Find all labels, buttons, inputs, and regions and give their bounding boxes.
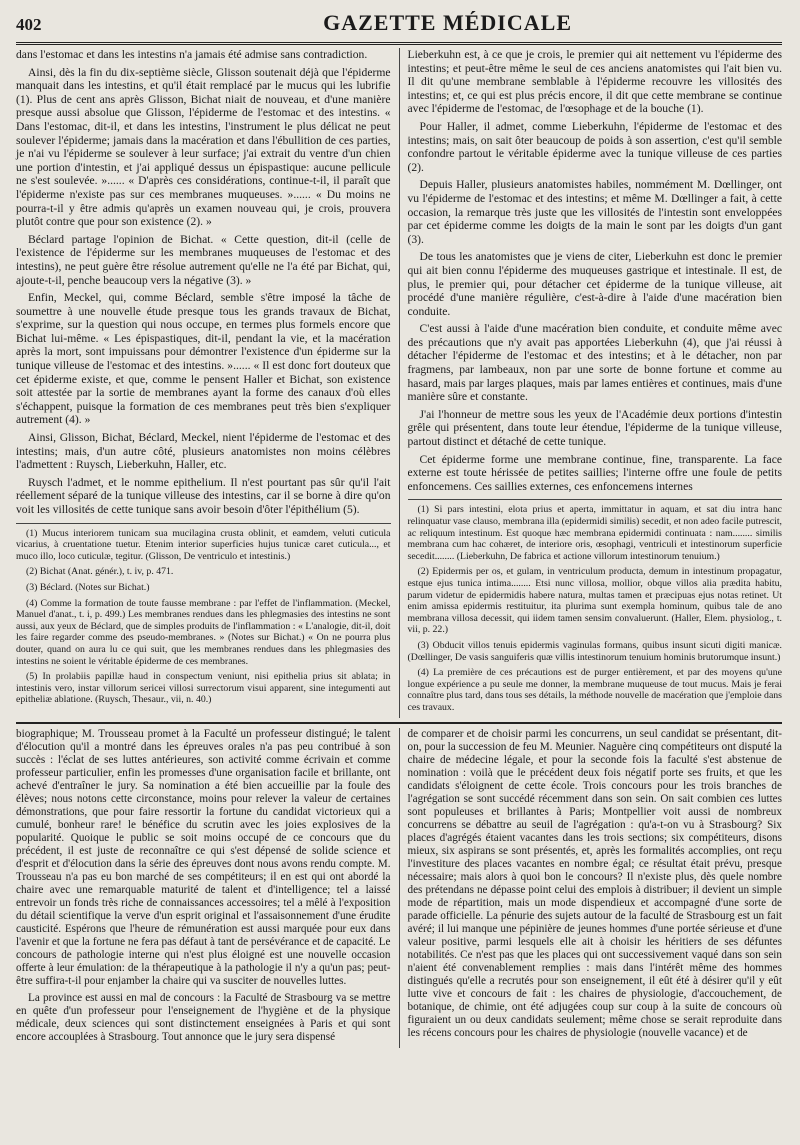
paragraph: Lieberkuhn est, à ce que je crois, le premier qui ait nettement vu l'épiderme des intestins; et peut-être même le seul de ces anciens anatomistes qui l'ait bien vu. Il dit qu'une membrane semblable à l'épiderme recouvre les villosités des intestins; et, ce qui est plus précis encore, il dit que cette membrane se continue avec l'épiderme de l'estomac, de l'œsophage et de la bouche (1). <box>407 48 782 116</box>
right-footnotes <box>408 499 783 713</box>
paragraph: J'ai l'honneur de mettre sous les yeux de l'Académie deux portions d'intestin grêle qui présentent, dans toute leur étendue, l'épiderme de la tunique villeuse, partout distinct et détaché de cette tunique. <box>407 407 782 449</box>
footnote: (4) La première de ces précautions est de purger entièrement, et par des moyens qu'une longue expérience a pu seule me donner, la membrane muqueuse de tout mucus. Mais je ferai connaître plus tard, dans tous ses détails, la méthode nouvelle de macération que j'emploie dans ces travaux. <box>407 667 782 713</box>
bottom-right-column <box>399 728 783 1048</box>
paragraph: La province est aussi en mal de concours : la Faculté de Strasbourg va se mettre en quête d'un professeur pour l'enseignement de l'hygiène et de la physique médicale, deux sciences qui sont distinctement enseignées à Paris et qui sont encore accouplées à Strasbourg. Tout annonce que le jury sera dispensé <box>16 991 391 1043</box>
page-header <box>16 10 782 36</box>
paragraph: Depuis Haller, plusieurs anatomistes habiles, nommément M. Dœllinger, ont vu l'épiderme de l'estomac et des intestins; et même M. Dœllinger a fait, à cette occasion, la remarque très juste que les villosités de l'intestin sont enveloppées par cet épiderme comme les doigts de la main le sont par les doigts d'un gant (3). <box>407 178 782 246</box>
bottom-left-column <box>16 728 391 1048</box>
feuilleton-columns <box>16 722 782 1048</box>
paragraph: de comparer et de choisir parmi les concurrens, un seul candidat se présentant, dit-on, pour la succession de feu M. Meunier. Naguère cinq compétiteurs ont disputé la chaire de médecine légale, et pour la seconde fois la faculté s'est abstenue de nomination : voilà que le précédent deux fois négatif porte ses fruits, et que les candidats s'éloignent de cette école. Trois concours pour les trois branches de l'agrégation se sont succédé récemment dans son sein. On sait combien ces luttes sont populeuses et brillantes à Paris; Montpellier voit aussi de nombreux concurrens se débattre au seuil de l'agrégation : qu'a-t-on vu à Strasbourg? Six places d'agrégés étaient vacantes dans les trois sections; six compétiteurs, disons mieux, six aspirans se sont présentés, et, après les formalités accomplies, ont reçu l'investiture des places vacantes en nombre égal; ce résultat était prévu, presque nécessaire; mais alors à quoi bon le concours? Il n'existe plus, dès quele nombre des prétendans ne dépasse point celui des emplois à distribuer; il devient un simple mode de répartition, mais un mode dispendieux et accompagné d'une sorte de parade officielle. La pénurie des sujets autour de la faculté de Strasbourg est un fait avéré; il lui manque une pépinière de jeunes hommes d'une portée sérieuse et d'une valeur positive, parmi lesquels elle ait à choisir les héritiers de ses défuntes notabilités. Ce n'est pas que les places qui ont successivement vaqué dans son sein n'aient été convenablement remplies : mais dans l'intérêt même des hommes distingués qu'elle a recrutés pour son enseignement, il eût été à désirer qu'il y eût lutte vive et concours de fait : les chaires de physiologie, d'accouchement, de botanique, de chimie, ont été adjugées coup sur coup à la suite de concours où figuraient un ou deux candidats seulement; même chose se serait reproduite dans les récens concours pour les chaires de physiologie (nouvelle vacance) et de <box>407 727 782 1039</box>
footnote: (1) Si pars intestini, elota prius et aperta, immittatur in aquam, et sat diu intra hanc relinquatur vase clauso, membrana illa (epidermidi similis) secedit, et non adeo facile putrescit, ac reliquum intestinum. Est quoque hæc membrana epidermidi continuata : nam........ similis membrana cum hac cohæret, de interiore oris, œsophagi, ventriculi et intestinorum superficie secedit........ (Lieberkuhn, De fabrica et actione villorum intestinorum tenuium.) <box>407 504 782 562</box>
paragraph: Béclard partage l'opinion de Bichat. « Cette question, dit-il (celle de l'existence de l'épiderme sur les membranes muqueuses de l'estomac et des intestins), ne peut guère être résolue autrement qu'elle ne l'a été par Bichat, qui, ajoute-t-il, penche beaucoup vers la négative (3). » <box>16 232 391 287</box>
paragraph: biographique; M. Trousseau promet à la Faculté un professeur distingué; le talent d'élocution qu'il a montré dans les épreuves orales n'a pas peu contribué à son succès : l'éclat de ses luttes antérieures, son activité comme écrivain et comme professeur particulier, enfin les promesses d'une organisation facile et brillante, ont achevé d'entraîner le jury. Sa nomination a été bien accueillie par la foule des élèves; nous notons cette circonstance, moins pour relever la valeur de certaines démonstrations, que pour faire ressortir la fortune du candidat victorieux qui a cumulé, bonheur rare! le bénéfice du scrutin avec les joies explosives de la popularité. Quoique le public se soit moins occupé de ce concours que du précédent, il est juste de reconnaître ce qui s'est dépensé de solide science et d'esprit et d'élocution dans la série des épreuves dont nous avons rendu compte. M. Trousseau n'a pas eu bon marché de ses compétiteurs; il en est qui ont abordé la chaire avec une remarquable maturité de talent et d'intelligence; tel a laissé entrevoir un fonds très riche de connaissances accessoires; tel a mêlé à l'exposition du détail scientifique la verve d'un esprit original et l'assaisonnement d'une érudite causticité. Espérons que l'heure de rémunération est aussi marquée pour eux dans l'avenir et que la fortune ne fera pas défaut à tant de persévérance et de capacité. Le concours de pathologie interne qui n'est plus éloigné est une nouvelle occasion offerte à leur émulation: de la thérapeutique à la pathologie il n'y a qu'un pas; peut-être suffira-t-il pour enjamber la chaire qui va susciter de nouvelles luttes. <box>16 727 391 987</box>
footnote: (5) In prolabiis papillæ haud in conspectum veniunt, nisi epithelia prius sit ablata; in intestinis vero, instar villorum sericei villosi surrectorum visui apparent, sine integumenti aut epitheliæ ablatione. (Ruysch, Thesaur., vii, n. 40.) <box>16 671 391 706</box>
footnote: (2) Bichat (Anat. génér.), t. iv, p. 471. <box>26 566 174 578</box>
footnote: (3) Obducit villos tenuis epidermis vaginulas formans, quibus insunt sicuti digiti manicæ. (Dœllinger, De vasis sanguiferis quæ villis intestinorum tenuium hominis brutorumque insunt.) <box>407 639 782 663</box>
left-footnotes <box>16 523 391 706</box>
paragraph: Ainsi, Glisson, Bichat, Béclard, Meckel, nient l'épiderme de l'estomac et des intestins; mais, d'un autre côté, plusieurs anatomistes non moins célèbres l'admettent : Ruysch, Lieberkuhn, Haller, etc. <box>16 431 391 472</box>
right-column <box>399 48 783 718</box>
paragraph: Pour Haller, il admet, comme Lieberkuhn, l'épiderme de l'estomac et des intestins; mais, on sait ôter beaucoup de poids à son assertion, c'est qu'il semble confondre partout le véritable épiderme avec la tunique villeuse de ces parties (2). <box>407 119 782 174</box>
page-number: 402 <box>16 15 42 34</box>
paragraph: dans l'estomac et dans les intestins n'a jamais été admise sans contradiction. <box>16 48 368 61</box>
paragraph: C'est aussi à l'aide d'une macération bien conduite, et conduite même avec des précautions que n'y avait pas apportées Lieberkuhn (4), que j'ai réussi à détacher l'épiderme de l'estomac et des intestins; et à le détacher, non par fragmens, par lambeaux, non par une sorte de bonne fortune et comme au hasard, mais par larges plaques, mais par lames entières et continues, mais d'une manière sûre et constante. <box>407 322 782 404</box>
journal-title: GAZETTE MÉDICALE <box>323 10 572 35</box>
footnote: (2) Epidermis per os, et gulam, in ventriculum producta, demum in intestinum propagatur, estque ejus tunica intima........ Etsi nunc villosa, mollior, obque villos alia prædita habitu, parum videtur de epidermidis habere natura, multas tamen et præcipuas ejus notas retinet. Ut enim amissa epidermis restituitur, ita plurima sunt exempla hominum, quibus tale de ano membrana villosa decessit, qui iidem tamen sensim convaluerunt. (Haller, Elem. physiolog., t. vii, p. 22.) <box>407 566 782 636</box>
paragraph: Enfin, Meckel, qui, comme Béclard, semble s'être imposé la tâche de soumettre à une nouvelle étude presque tous les grands travaux de Bichat, s'exprime, sur la question qui nous occupe, en termes plus formels encore que Bichat lui-même. « Les épispastiques, dit-il, pendant la vie, et la macération après la mort, sont impuissans pour démontrer l'existence d'un épiderme sur la tunique villeuse de l'estomac et des intestins. »...... « Il est donc fort douteux que cet épiderme existe, et que, comme le pensent Haller et Bichat, son existence soit attestée par la sortie de membranes ayant la forme des canaux d'où elles s'échappent, puisque la formation de ces membranes peut très bien s'expliquer autrement (4). » <box>16 291 391 427</box>
paragraph: Cet épiderme forme une membrane continue, fine, transparente. La face externe est toute hérissée de petites saillies; l'interne offre une foule de petits enfoncemens. Ces saillies externes, ces enfoncemens internes <box>407 452 782 493</box>
paragraph: De tous les anatomistes que je viens de citer, Lieberkuhn est donc le premier qui ait bien connu l'épiderme des muqueuses gastrique et intestinale. Il est, de plus, le premier qui, pour détacher cet épiderme de la tunique villeuse, ait procédé d'une manière régulière, c'est-à-dire à l'aide d'une macération bien conduite. <box>407 250 782 318</box>
footnote: (4) Comme la formation de toute fausse membrane : par l'effet de l'inflammation. (Meckel, Manuel d'anat., t. i, p. 499.) Les membranes rendues dans les phlegmasies des intestins ne sont aussi, aux yeux de Béclard, que de simples produits de l'inflammation : « L'analogie, dit-il, doit les faire regarder comme des pseudo-membranes. » (Notes sur Bichat.) « On ne pourra plus douter, quand on aura lu ce qui suit, que les membranes rendues dans les phlegmasies des intestins ne soient le véritable épiderme de ces membranes. <box>16 597 391 667</box>
article-columns <box>16 48 782 718</box>
footnote: (1) Mucus interiorem tunicam sua mucilagina crusta oblinit, et eamdem, veluti cuticula vicarius, à cruentatione tuetur. Etenim interior superficies hujus tunicæ caret cuticula..., et muco illo, loco cuticulæ, tegitur. (Glisson, De ventriculo et intestinis.) <box>16 527 391 562</box>
footnote: (3) Béclard. (Notes sur Bichat.) <box>26 581 150 593</box>
header-rule <box>16 42 782 45</box>
paragraph: Ainsi, dès la fin du dix-septième siècle, Glisson soutenait déjà que l'épiderme manquait dans les intestins, et qu'il était remplacé par le mucus qui les lubrifie (1). Plus de cent ans après Glisson, Bichat niait de nouveau, et d'une manière presque aussi absolue que Glisson, l'épiderme de l'estomac et des intestins. « Dans l'estomac, dit-il, et dans les intestins, l'instrument le plus délicat ne peut soulever l'épiderme; jamais dans la macération et dans l'ébullition de ces parties, je n'ai vu l'épiderme se soulever à leur surface; j'ai extrait du ventre d'un chien une portion d'intestin, et j'ai appliqué dessus un épispastique: aucune pellicule ne s'est soulevée. »...... « D'après ces considérations, continue-t-il, il paraît que l'épiderme n'existe pas sur ces membranes muqueuses. »...... « Du moins ne pourra-t-il y être admis qu'après un examen nouveau qui, je crois, prouvera plutôt contre que pour son existence (2). » <box>16 65 391 229</box>
left-column <box>16 48 391 718</box>
paragraph: Ruysch l'admet, et le nomme epithelium. Il n'est pourtant pas sûr qu'il l'ait réellement séparé de la tunique villeuse des intestins, car il se borne à dire qu'on voit les villosités de cette tunique sans avoir besoin d'ôter l'épithélium (5). <box>16 475 391 516</box>
